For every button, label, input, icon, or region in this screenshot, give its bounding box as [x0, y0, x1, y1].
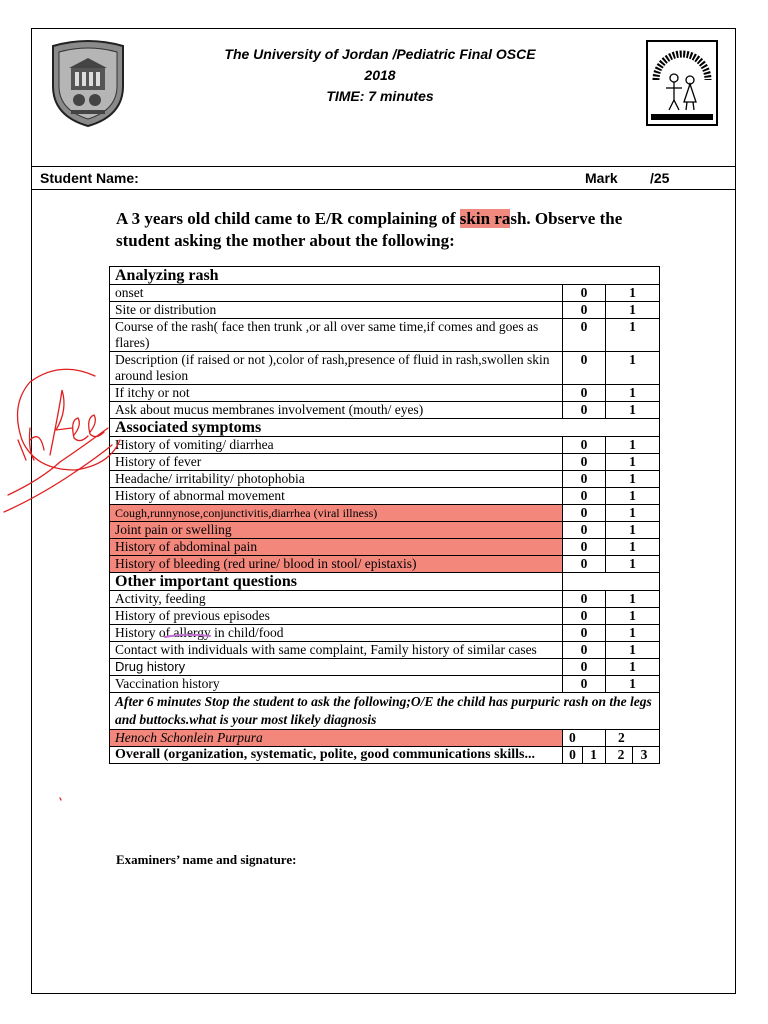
checklist-item: If itchy or not: [110, 385, 563, 402]
checklist-item: History of fever: [110, 454, 563, 471]
department-of-pediatrics-logo: [646, 40, 718, 126]
overall-criteria: Overall (organization, systematic, polite, good communications skills...: [110, 747, 563, 764]
checklist-item: onset: [110, 285, 563, 302]
examiner-instruction: After 6 minutes Stop the student to ask the following;O/E the child has purpuric rash on the legs and buttocks.what is your most likely diagnosis: [110, 693, 660, 730]
checklist-item: Joint pain or swelling: [110, 522, 563, 539]
checklist-item: History of abdominal pain: [110, 539, 563, 556]
exam-year: 2018: [364, 67, 396, 83]
checklist-item: Site or distribution: [110, 302, 563, 319]
university-seal-icon: [49, 38, 127, 128]
checklist-item: Vaccination history: [110, 676, 563, 693]
highlighted-text: skin ra: [459, 209, 511, 228]
checklist-item: History of abnormal movement: [110, 488, 563, 505]
diagnosis-answer: Henoch Schonlein Purpura: [110, 730, 563, 747]
checklist-item: Contact with individuals with same complaint, Family history of similar cases: [110, 642, 563, 659]
checklist-item: Description (if raised or not ),color of rash,presence of fluid in rash,swollen skin around lesion: [110, 352, 563, 385]
checklist-item: History of allergy in child/food: [110, 625, 563, 642]
examiner-signature-label: Examiners’ name and signature:: [116, 852, 297, 867]
checklist-item: Drug history: [110, 659, 563, 676]
checklist-item: Headache/ irritability/ photophobia: [110, 471, 563, 488]
checklist-item: Ask about mucus membranes involvement (mouth/ eyes): [110, 402, 563, 419]
exam-time: TIME: 7 minutes: [326, 88, 434, 104]
checklist-item: History of previous episodes: [110, 608, 563, 625]
student-name-label: Student Name:: [40, 170, 139, 186]
header-divider: [31, 166, 736, 167]
checklist-item: History of vomiting/ diarrhea: [110, 437, 563, 454]
case-prompt: A 3 years old child came to E/R complaining of skin rash. Observe the student asking the mother about the following:: [116, 209, 623, 250]
checklist-item: Cough,runnynose,conjunctivitis,diarrhea (viral illness): [110, 505, 563, 522]
section-heading: Associated symptoms: [110, 419, 660, 437]
mark-label: Mark: [585, 170, 618, 186]
checklist-item: Activity, feeding: [110, 591, 563, 608]
checklist-item: History of bleeding (red urine/ blood in stool/ epistaxis): [110, 556, 563, 573]
section-heading: Other important questions: [110, 573, 563, 591]
section-heading: Analyzing rash: [110, 267, 660, 285]
exam-title: The University of Jordan /Pediatric Final OSCE: [224, 46, 536, 62]
checklist-table: Analyzing rash onset 0 1 Site or distribution 0 1 Course of the rash( face then trunk ,or all over same time,if comes and goes as flares) 0 1 Description (if raised or not ),color of rash,presence of fluid in rash,swollen skin around lesion 0 1 If itchy or not 0 1 Ask about mucus membranes involvement (mouth/ eyes) 0 1 Associated symptoms History of vomiting/ diarrhea 0 1 History of fever 0 1 Headache/ irritability/ photophobia 0 1 History of abnormal movement 0 1 Cough,runnynose,conjunctivitis,diarrhea (viral illness) 0 1 Joint pain or swelling 0 1 History of abdominal pain 0 1 History of bleeding (red urine/ blood in stool/ epistaxis) 0 1 Other important questions Activity, feeding 0 1 History of previous episodes 0 1 History of allergy in child/food 0 1 Contact with individuals with same complaint, Family history of similar cases 0 1 Drug history 0 1 Vaccination history 0 1 After 6 minutes Stop the student to ask the following;O/E the child has purpuric rash on the legs and buttocks.what is your most likely diagnosis Henoch Schonlein Purpura 0 2 Overall (organization, systematic, polite, good communications skills... 0 1 2 3: [109, 266, 660, 764]
mark-total: /25: [650, 170, 670, 186]
svg-text:in fee: in fee: [60, 460, 63, 461]
checklist-item: Course of the rash( face then trunk ,or all over same time,if comes and goes as flares): [110, 319, 563, 352]
name-row-divider: [31, 189, 736, 190]
